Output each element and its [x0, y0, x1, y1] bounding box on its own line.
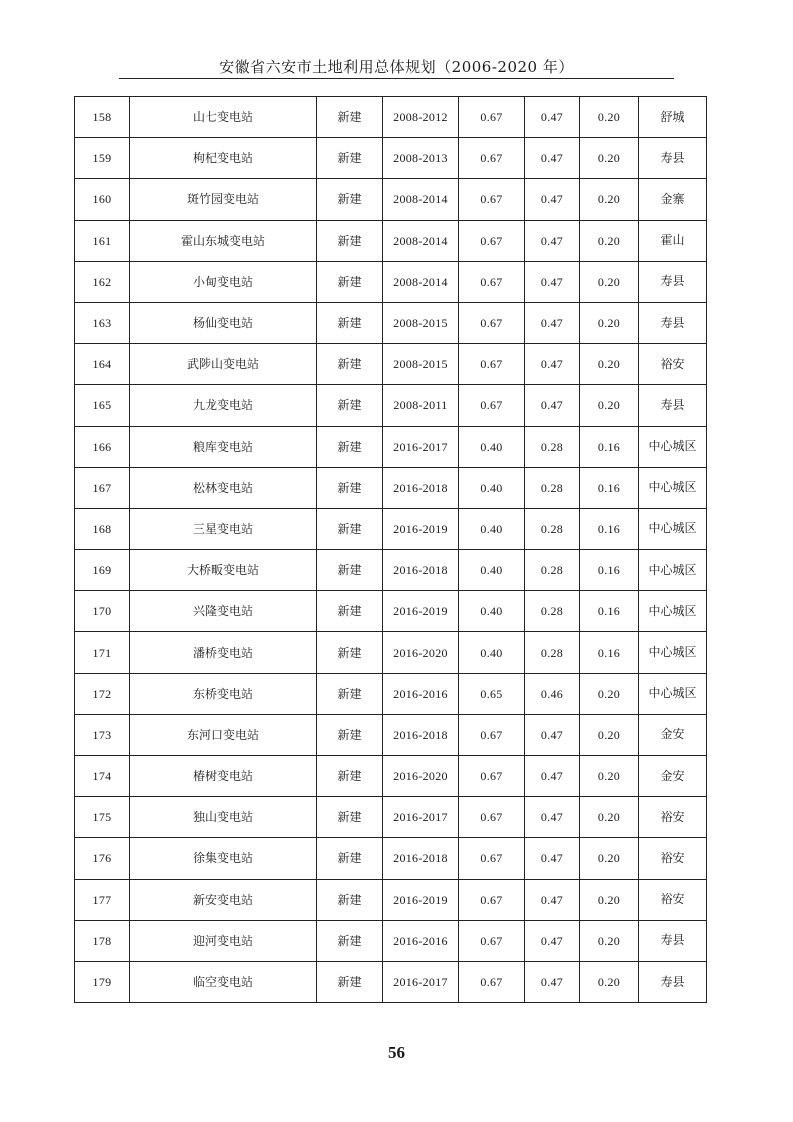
value-1-cell: 0.67 [459, 797, 525, 838]
construction-type-cell: 新建 [317, 261, 383, 302]
table-row [75, 508, 707, 549]
construction-type-cell: 新建 [317, 179, 383, 220]
row-number-cell: 176 [75, 838, 130, 879]
substation-name-cell: 松林变电站 [130, 467, 317, 508]
construction-type-cell: 新建 [317, 838, 383, 879]
value-1-cell: 0.40 [459, 632, 525, 673]
value-3-cell: 0.20 [580, 879, 639, 920]
value-3-cell: 0.20 [580, 179, 639, 220]
period-cell: 2016-2016 [383, 920, 459, 961]
value-2-cell: 0.47 [525, 179, 580, 220]
value-2-cell: 0.47 [525, 138, 580, 179]
value-1-cell: 0.40 [459, 467, 525, 508]
period-cell: 2008-2015 [383, 302, 459, 343]
value-2-cell: 0.47 [525, 344, 580, 385]
location-cell: 中心城区 [639, 467, 707, 508]
location-cell: 寿县 [639, 385, 707, 426]
value-2-cell: 0.28 [525, 426, 580, 467]
period-cell: 2016-2019 [383, 879, 459, 920]
period-cell: 2016-2017 [383, 426, 459, 467]
construction-type-cell: 新建 [317, 714, 383, 755]
location-cell: 寿县 [639, 920, 707, 961]
value-2-cell: 0.47 [525, 920, 580, 961]
page-header: 安徽省六安市土地利用总体规划（2006-2020 年） [219, 58, 574, 76]
row-number-cell: 173 [75, 714, 130, 755]
construction-type-cell: 新建 [317, 344, 383, 385]
period-cell: 2008-2013 [383, 138, 459, 179]
value-3-cell: 0.20 [580, 261, 639, 302]
location-cell: 裕安 [639, 344, 707, 385]
value-3-cell: 0.20 [580, 138, 639, 179]
value-1-cell: 0.67 [459, 714, 525, 755]
row-number-cell: 178 [75, 920, 130, 961]
value-3-cell: 0.16 [580, 550, 639, 591]
construction-type-cell: 新建 [317, 97, 383, 138]
value-3-cell: 0.16 [580, 591, 639, 632]
period-cell: 2008-2014 [383, 220, 459, 261]
construction-type-cell: 新建 [317, 673, 383, 714]
row-number-cell: 174 [75, 756, 130, 797]
substation-name-cell: 小甸变电站 [130, 261, 317, 302]
value-3-cell: 0.20 [580, 714, 639, 755]
value-1-cell: 0.40 [459, 426, 525, 467]
location-cell: 中心城区 [639, 591, 707, 632]
value-3-cell: 0.20 [580, 385, 639, 426]
substation-name-cell: 独山变电站 [130, 797, 317, 838]
value-3-cell: 0.16 [580, 632, 639, 673]
construction-type-cell: 新建 [317, 961, 383, 1002]
value-2-cell: 0.28 [525, 508, 580, 549]
table-row [75, 879, 707, 920]
location-cell: 寿县 [639, 261, 707, 302]
location-cell: 金寨 [639, 179, 707, 220]
value-2-cell: 0.47 [525, 385, 580, 426]
substation-name-cell: 粮库变电站 [130, 426, 317, 467]
substation-name-cell: 新安变电站 [130, 879, 317, 920]
location-cell: 金安 [639, 714, 707, 755]
period-cell: 2016-2016 [383, 673, 459, 714]
substation-name-cell: 临空变电站 [130, 961, 317, 1002]
location-cell: 裕安 [639, 879, 707, 920]
value-1-cell: 0.67 [459, 302, 525, 343]
value-1-cell: 0.67 [459, 97, 525, 138]
substation-name-cell: 斑竹园变电站 [130, 179, 317, 220]
substation-name-cell: 杨仙变电站 [130, 302, 317, 343]
value-1-cell: 0.67 [459, 879, 525, 920]
value-3-cell: 0.20 [580, 302, 639, 343]
location-cell: 中心城区 [639, 550, 707, 591]
value-1-cell: 0.67 [459, 838, 525, 879]
period-cell: 2008-2014 [383, 179, 459, 220]
substation-name-cell: 迎河变电站 [130, 920, 317, 961]
row-number-cell: 172 [75, 673, 130, 714]
substation-name-cell: 武陟山变电站 [130, 344, 317, 385]
table-row [75, 756, 707, 797]
table-row [75, 550, 707, 591]
location-cell: 舒城 [639, 97, 707, 138]
construction-type-cell: 新建 [317, 920, 383, 961]
table-row [75, 838, 707, 879]
row-number-cell: 171 [75, 632, 130, 673]
construction-type-cell: 新建 [317, 632, 383, 673]
period-cell: 2016-2017 [383, 961, 459, 1002]
value-1-cell: 0.40 [459, 550, 525, 591]
row-number-cell: 162 [75, 261, 130, 302]
value-1-cell: 0.67 [459, 756, 525, 797]
location-cell: 裕安 [639, 838, 707, 879]
location-cell: 霍山 [639, 220, 707, 261]
value-1-cell: 0.67 [459, 344, 525, 385]
table-row [75, 302, 707, 343]
value-1-cell: 0.67 [459, 920, 525, 961]
construction-type-cell: 新建 [317, 138, 383, 179]
value-1-cell: 0.65 [459, 673, 525, 714]
table-row [75, 179, 707, 220]
location-cell: 中心城区 [639, 673, 707, 714]
row-number-cell: 170 [75, 591, 130, 632]
table-row [75, 97, 707, 138]
value-3-cell: 0.20 [580, 97, 639, 138]
substation-name-cell: 九龙变电站 [130, 385, 317, 426]
value-3-cell: 0.20 [580, 673, 639, 714]
substation-name-cell: 椿树变电站 [130, 756, 317, 797]
construction-type-cell: 新建 [317, 756, 383, 797]
table-row [75, 920, 707, 961]
substation-name-cell: 潘桥变电站 [130, 632, 317, 673]
value-3-cell: 0.20 [580, 920, 639, 961]
construction-type-cell: 新建 [317, 508, 383, 549]
value-2-cell: 0.47 [525, 838, 580, 879]
page-number: 56 [388, 1043, 405, 1062]
table-row [75, 344, 707, 385]
construction-type-cell: 新建 [317, 467, 383, 508]
table-row [75, 797, 707, 838]
location-cell: 裕安 [639, 797, 707, 838]
value-1-cell: 0.67 [459, 961, 525, 1002]
value-3-cell: 0.20 [580, 797, 639, 838]
value-2-cell: 0.47 [525, 261, 580, 302]
period-cell: 2016-2018 [383, 714, 459, 755]
value-1-cell: 0.67 [459, 261, 525, 302]
value-1-cell: 0.40 [459, 508, 525, 549]
table-row [75, 714, 707, 755]
period-cell: 2016-2018 [383, 467, 459, 508]
value-3-cell: 0.16 [580, 426, 639, 467]
period-cell: 2008-2011 [383, 385, 459, 426]
substation-table [74, 96, 707, 1003]
value-1-cell: 0.67 [459, 179, 525, 220]
value-1-cell: 0.67 [459, 220, 525, 261]
construction-type-cell: 新建 [317, 591, 383, 632]
row-number-cell: 179 [75, 961, 130, 1002]
table-row [75, 632, 707, 673]
value-2-cell: 0.47 [525, 220, 580, 261]
construction-type-cell: 新建 [317, 302, 383, 343]
value-2-cell: 0.47 [525, 97, 580, 138]
value-3-cell: 0.20 [580, 756, 639, 797]
header-rule [119, 78, 674, 79]
location-cell: 中心城区 [639, 426, 707, 467]
location-cell: 寿县 [639, 961, 707, 1002]
substation-name-cell: 兴隆变电站 [130, 591, 317, 632]
row-number-cell: 163 [75, 302, 130, 343]
location-cell: 中心城区 [639, 508, 707, 549]
location-cell: 金安 [639, 756, 707, 797]
construction-type-cell: 新建 [317, 385, 383, 426]
row-number-cell: 165 [75, 385, 130, 426]
row-number-cell: 159 [75, 138, 130, 179]
value-3-cell: 0.20 [580, 344, 639, 385]
substation-name-cell: 山七变电站 [130, 97, 317, 138]
substation-name-cell: 枸杞变电站 [130, 138, 317, 179]
value-3-cell: 0.20 [580, 220, 639, 261]
row-number-cell: 166 [75, 426, 130, 467]
table-row [75, 261, 707, 302]
table-body [75, 97, 707, 1003]
period-cell: 2016-2017 [383, 797, 459, 838]
construction-type-cell: 新建 [317, 550, 383, 591]
table-row [75, 591, 707, 632]
substation-name-cell: 徐集变电站 [130, 838, 317, 879]
value-2-cell: 0.28 [525, 467, 580, 508]
table-row [75, 467, 707, 508]
substation-name-cell: 大桥畈变电站 [130, 550, 317, 591]
row-number-cell: 177 [75, 879, 130, 920]
value-1-cell: 0.67 [459, 138, 525, 179]
substation-name-cell: 东河口变电站 [130, 714, 317, 755]
value-2-cell: 0.47 [525, 714, 580, 755]
location-cell: 寿县 [639, 138, 707, 179]
table-row [75, 385, 707, 426]
value-2-cell: 0.47 [525, 756, 580, 797]
row-number-cell: 168 [75, 508, 130, 549]
row-number-cell: 169 [75, 550, 130, 591]
period-cell: 2008-2014 [383, 261, 459, 302]
table-row [75, 138, 707, 179]
table-row [75, 426, 707, 467]
value-3-cell: 0.16 [580, 508, 639, 549]
value-3-cell: 0.20 [580, 961, 639, 1002]
table-row [75, 220, 707, 261]
location-cell: 中心城区 [639, 632, 707, 673]
period-cell: 2016-2018 [383, 550, 459, 591]
period-cell: 2016-2019 [383, 508, 459, 549]
row-number-cell: 167 [75, 467, 130, 508]
period-cell: 2016-2019 [383, 591, 459, 632]
value-2-cell: 0.28 [525, 632, 580, 673]
construction-type-cell: 新建 [317, 426, 383, 467]
period-cell: 2008-2015 [383, 344, 459, 385]
row-number-cell: 160 [75, 179, 130, 220]
location-cell: 寿县 [639, 302, 707, 343]
period-cell: 2016-2018 [383, 838, 459, 879]
value-2-cell: 0.28 [525, 550, 580, 591]
table-row [75, 961, 707, 1002]
construction-type-cell: 新建 [317, 879, 383, 920]
substation-name-cell: 霍山东城变电站 [130, 220, 317, 261]
period-cell: 2008-2012 [383, 97, 459, 138]
value-1-cell: 0.40 [459, 591, 525, 632]
value-2-cell: 0.47 [525, 302, 580, 343]
value-3-cell: 0.20 [580, 838, 639, 879]
value-2-cell: 0.46 [525, 673, 580, 714]
value-1-cell: 0.67 [459, 385, 525, 426]
period-cell: 2016-2020 [383, 756, 459, 797]
value-2-cell: 0.47 [525, 961, 580, 1002]
value-2-cell: 0.28 [525, 591, 580, 632]
construction-type-cell: 新建 [317, 797, 383, 838]
row-number-cell: 175 [75, 797, 130, 838]
substation-name-cell: 三星变电站 [130, 508, 317, 549]
row-number-cell: 161 [75, 220, 130, 261]
value-2-cell: 0.47 [525, 879, 580, 920]
table-row [75, 673, 707, 714]
period-cell: 2016-2020 [383, 632, 459, 673]
value-2-cell: 0.47 [525, 797, 580, 838]
row-number-cell: 158 [75, 97, 130, 138]
substation-name-cell: 东桥变电站 [130, 673, 317, 714]
value-3-cell: 0.16 [580, 467, 639, 508]
construction-type-cell: 新建 [317, 220, 383, 261]
row-number-cell: 164 [75, 344, 130, 385]
